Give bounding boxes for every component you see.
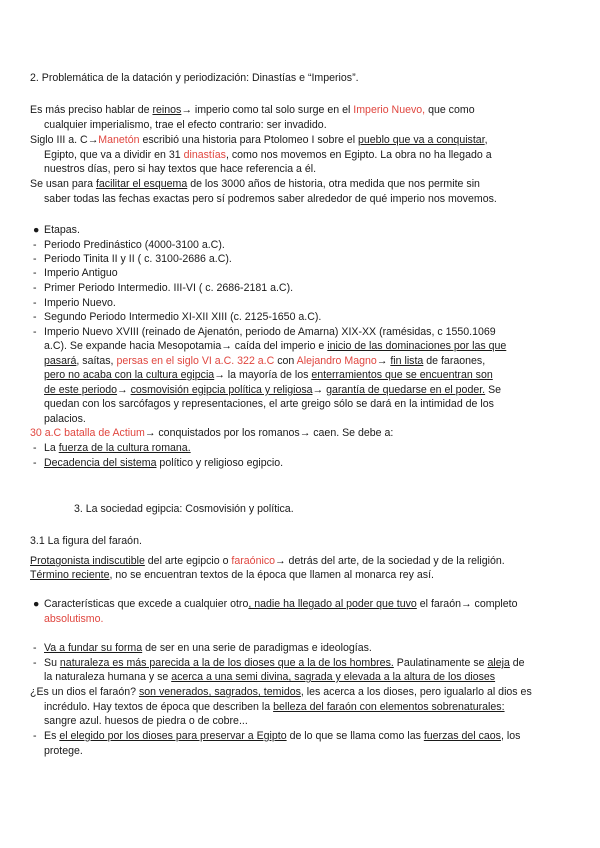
- subsection-heading: 3.1 La figura del faraón.: [30, 535, 142, 547]
- text-run: del arte egipcio o: [144, 555, 232, 567]
- underlined-run: garantía de quedarse en el poder.: [326, 384, 486, 396]
- etapa-item: Primer Periodo Intermedio. III-VI ( c. 2686-2181 a.C).: [44, 282, 294, 294]
- dash-marker: -: [33, 657, 37, 669]
- section3-heading: 3. La sociedad egipcia: Cosmovisión y política.: [74, 503, 294, 515]
- underlined-run: belleza del faraón con elementos sobrenaturales:: [273, 701, 505, 713]
- etapa-nuevo-line6: quedan con los sarcófagos y representaciones, el arte greigo sólo se dará en la intimidad de los: [44, 398, 494, 410]
- text-run: Paulatinamente se: [393, 657, 488, 669]
- etapa-nuevo-line4: [44, 368, 493, 383]
- dash-marker: -: [33, 442, 37, 454]
- etapas-title: Etapas.: [44, 224, 80, 236]
- paragraph-esquema: [30, 177, 480, 192]
- text-run: →: [312, 384, 327, 396]
- underlined-run: pero no acaba con la cultura egipcia: [44, 369, 215, 381]
- underlined-run: acerca a una semi divina, sagrada y elevada a la altura de los dioses: [171, 671, 496, 683]
- text-run: Siglo III a. C→: [30, 134, 99, 146]
- section2-heading: 2. Problemática de la datación y periodización: Dinastías e “Imperios”.: [30, 72, 359, 84]
- etapa-item: Periodo Tinita II y II ( c. 3100-2686 a.C).: [44, 253, 232, 265]
- item-naturaleza: [44, 656, 525, 671]
- etapa-nuevo-line7: palacios.: [44, 413, 86, 425]
- text-run: → conquistados por los romanos→ caen. Se debe a:: [144, 427, 394, 439]
- underlined-run: pasará: [44, 355, 77, 367]
- etapa-nuevo-line1: Imperio Nuevo XVIII (reinado de Ajenatón, periodo de Amarna) XIX-XX (ramésidas, c 1550.1069: [44, 326, 496, 338]
- underlined-run: Decadencia del sistema: [44, 457, 157, 469]
- dash-marker: -: [33, 282, 37, 294]
- etapa-item: Segundo Periodo Intermedio XI-XII XIII (c. 2125-1650 a.C).: [44, 311, 322, 323]
- paragraph-reinos-line2: cualquier imperialismo, trae el efecto contrario: ser invadido.: [44, 119, 327, 131]
- item-elegido: [44, 729, 520, 744]
- underlined-run: enterramientos que se encuentran son: [311, 369, 493, 381]
- dash-marker: -: [33, 239, 37, 251]
- highlight-run: Manetón: [98, 134, 140, 146]
- text-run: Características que excede a cualquier otro: [44, 598, 249, 610]
- text-run: el faraón→ completo: [416, 598, 518, 610]
- text-run: de: [509, 657, 525, 669]
- etapa-nuevo-line5: [44, 383, 501, 398]
- text-run: Su: [44, 657, 60, 669]
- text-run: escribió una historia para Ptolomeo I sobre el: [139, 134, 358, 146]
- underlined-run: fuerzas del caos: [423, 730, 501, 742]
- text-run: político y religioso egipcio.: [156, 457, 284, 469]
- underlined-run: Protagonista indiscutible: [30, 555, 145, 567]
- underlined-run: pueblo que va a conquistar: [358, 134, 485, 146]
- underlined-run: naturaleza es más parecida a la de los dioses que a la de los hombres.: [59, 657, 394, 669]
- paragraph-esquema-line2: saber todas las fechas exactas pero sí podremos saber alrededor de qué imperio nos movemos.: [44, 193, 497, 205]
- underlined-run: fin lista: [390, 355, 424, 367]
- text-run: , no se encuentran textos de la época que llamen al monarca rey así.: [109, 569, 434, 581]
- underlined-run: Va a fundar su forma: [44, 642, 143, 654]
- text-run: a.C). Se expande hacia Mesopotamia→ caída del imperio e: [44, 340, 328, 352]
- highlight-run: Alejandro Magno: [296, 355, 377, 367]
- etapa-item: Periodo Predinástico (4000-3100 a.C).: [44, 239, 225, 251]
- text-run: La: [44, 442, 59, 454]
- underlined-run: aleja: [487, 657, 510, 669]
- etapa-item: Imperio Nuevo.: [44, 297, 116, 309]
- bullet-caracteristicas: [44, 597, 518, 612]
- underlined-run: inicio de las dominaciones por las que: [327, 340, 507, 352]
- text-run: , les acerca a los dioses, pero igualarlo al dios es: [300, 686, 532, 698]
- underlined-run: cosmovisión egipcia política y religiosa: [130, 384, 313, 396]
- text-run: → la mayoría de los: [214, 369, 312, 381]
- text-run: de ser en una serie de paradigmas e ideologías.: [142, 642, 372, 654]
- bullet-marker: ●: [33, 598, 40, 610]
- text-run: Egipto, que va a dividir en 31: [44, 149, 184, 161]
- text-run: Es más preciso hablar de: [30, 104, 153, 116]
- etapa-nuevo-line3: [44, 354, 485, 369]
- item-fundar: [44, 641, 372, 656]
- paragraph-maneton-line2: [44, 148, 492, 163]
- underlined-run: Término reciente: [30, 569, 110, 581]
- text-run: incrédulo. Hay textos de época que describen la: [44, 701, 274, 713]
- text-run: de lo que se llama como las: [286, 730, 424, 742]
- item-elegido-line2: protege.: [44, 745, 83, 757]
- paragraph-actium: [30, 426, 393, 441]
- paragraph-dios: [30, 685, 532, 700]
- underlined-run: el elegido por los dioses para preservar a Egipto: [59, 730, 287, 742]
- highlight-run: persas en el siglo VI a.C. 322 a.C: [116, 355, 275, 367]
- text-run: con: [274, 355, 297, 367]
- text-run: de los 3000 años de historia, otra medida que nos permite sin: [187, 178, 480, 190]
- underlined-run: , nadie ha llegado al poder que tuvo: [248, 598, 417, 610]
- paragraph-termino: [30, 568, 434, 583]
- paragraph-protagonista: [30, 554, 505, 569]
- paragraph-maneton-line3: nuestros días, pero si hay textos que hace referencia a él.: [44, 163, 317, 175]
- paragraph-maneton: [30, 133, 488, 148]
- text-run: → imperio como tal solo surge en el: [181, 104, 354, 116]
- text-run: que como: [425, 104, 475, 116]
- underlined-run: reinos: [152, 104, 182, 116]
- text-run: , como nos movemos en Egipto. La obra no ha llegado a: [225, 149, 492, 161]
- dash-marker: -: [33, 457, 37, 469]
- paragraph-dios-line2: [44, 700, 505, 715]
- text-run: de faraones,: [423, 355, 486, 367]
- underlined-run: facilitar el esquema: [95, 178, 188, 190]
- text-run: →: [117, 384, 131, 396]
- paragraph-reinos: [30, 103, 475, 118]
- cause-item: [44, 441, 191, 456]
- highlight-run: Imperio Nuevo,: [353, 104, 426, 116]
- dash-marker: -: [33, 730, 37, 742]
- underlined-run: son venerados, sagrados, temidos: [138, 686, 301, 698]
- text-run: →: [376, 355, 391, 367]
- paragraph-dios-line3: sangre azul. huesos de piedra o de cobre...: [44, 715, 248, 727]
- bullet-caracteristicas-line2: absolutismo.: [44, 613, 104, 625]
- dash-marker: -: [33, 311, 37, 323]
- bullet-marker: ●: [33, 224, 40, 236]
- text-run: Se usan para: [30, 178, 96, 190]
- text-run: la naturaleza humana y se: [44, 671, 172, 683]
- text-run: Es: [44, 730, 60, 742]
- text-run: ,: [484, 134, 488, 146]
- text-run: , saítas,: [76, 355, 117, 367]
- text-run: → detrás del arte, de la sociedad y de la religión.: [275, 555, 505, 567]
- dash-marker: -: [33, 253, 37, 265]
- text-run: , los: [500, 730, 521, 742]
- item-naturaleza-line2: [44, 670, 495, 685]
- cause-item: [44, 456, 283, 471]
- highlight-run: dinastías: [183, 149, 226, 161]
- etapa-nuevo-line2: [44, 339, 506, 354]
- underlined-run: de este periodo: [44, 384, 118, 396]
- underlined-run: fuerza de la cultura romana.: [58, 442, 191, 454]
- highlight-run: faraónico: [231, 555, 276, 567]
- dash-marker: -: [33, 297, 37, 309]
- highlight-run: 30 a.C batalla de Actium: [30, 427, 145, 439]
- dash-marker: -: [33, 326, 37, 338]
- dash-marker: -: [33, 642, 37, 654]
- dash-marker: -: [33, 267, 37, 279]
- etapa-item: Imperio Antiguo: [44, 267, 118, 279]
- text-run: Se: [485, 384, 502, 396]
- text-run: ¿Es un dios el faraón?: [30, 686, 139, 698]
